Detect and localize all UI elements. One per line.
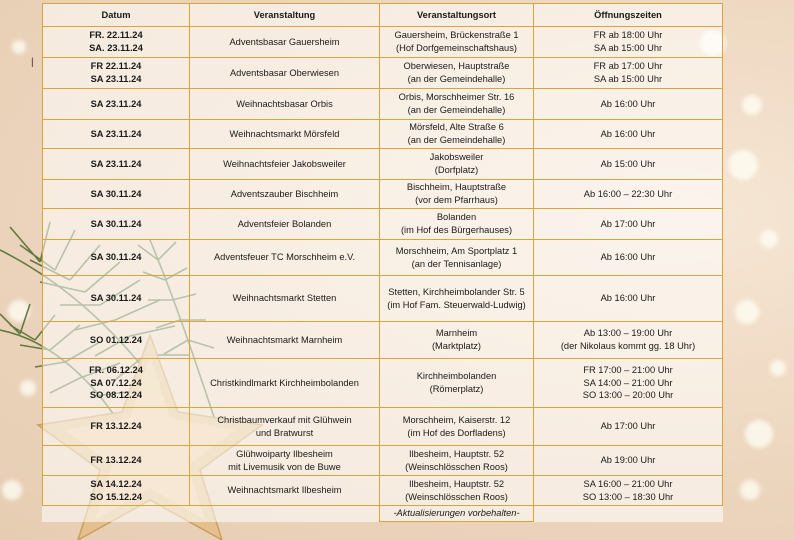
date-cell <box>43 446 190 476</box>
event-cell-line: Weihnachtsmarkt Ilbesheim <box>227 485 342 496</box>
table-row <box>43 180 723 209</box>
table-row <box>43 149 723 180</box>
table-row <box>43 359 723 408</box>
date-cell <box>43 359 190 408</box>
venue-cell-line: (Marktplatz) <box>431 341 482 351</box>
date-cell-line: SA 23.11.24 <box>90 74 142 84</box>
date-cell <box>43 89 190 120</box>
venue-cell-line: Oberwiesen, Hauptstraße <box>403 61 510 72</box>
event-cell-line: Weihnachtsmarkt Marnheim <box>226 334 343 345</box>
times-cell-line: SA ab 15:00 Uhr <box>593 43 663 53</box>
venue-cell <box>380 149 534 180</box>
venue-cell-line: (im Hof des Dorfladens) <box>407 427 506 438</box>
event-cell <box>190 408 380 446</box>
venue-cell <box>380 322 534 359</box>
date-cell <box>43 476 190 506</box>
times-cell-line: (der Nikolaus kommt gg. 18 Uhr) <box>560 341 696 351</box>
venue-cell-line: Stetten, Kirchheimbolander Str. 5 <box>388 286 525 297</box>
table-row <box>43 120 723 149</box>
date-cell <box>43 209 190 240</box>
date-cell-line: SA 30.11.24 <box>90 293 142 304</box>
times-cell-line: SA ab 15:00 Uhr <box>593 74 663 84</box>
times-cell-line: Ab 16:00 Uhr <box>600 98 656 109</box>
date-cell-line: FR. 22.11.24 <box>89 30 143 41</box>
event-cell <box>190 27 380 58</box>
times-cell-line: Ab 16:00 Uhr <box>600 128 656 139</box>
times-cell-line: Ab 17:00 Uhr <box>600 218 656 229</box>
venue-cell-line: Bischheim, Hauptstraße <box>406 182 507 193</box>
event-cell <box>190 322 380 359</box>
times-cell <box>534 27 723 58</box>
date-cell <box>43 408 190 446</box>
event-cell-line: Adventsfeuer TC Morschheim e.V. <box>213 252 356 263</box>
event-cell-line: mit Livemusik von de Buwe <box>228 461 341 472</box>
date-cell <box>43 240 190 276</box>
venue-cell <box>380 476 534 506</box>
date-cell-line: FR 22.11.24 <box>90 61 142 72</box>
event-cell <box>190 359 380 408</box>
times-cell-line: Ab 16:00 Uhr <box>600 252 656 263</box>
date-cell-line: SA 23.11.24 <box>90 128 142 139</box>
events-table <box>42 3 723 522</box>
times-cell <box>534 322 723 359</box>
venue-cell-line: Ilbesheim, Hauptstr. 52 <box>408 478 505 489</box>
table-row <box>43 322 723 359</box>
text-cursor-mark: | <box>31 57 34 68</box>
footer-row <box>43 506 723 522</box>
date-cell <box>43 180 190 209</box>
venue-cell-line: Gauersheim, Brückenstraße 1 <box>394 30 519 41</box>
venue-cell-line: (an der Gemeindehalle) <box>407 105 506 115</box>
times-cell-line: Ab 17:00 Uhr <box>600 421 656 432</box>
times-cell-line: SA 14:00 – 21:00 Uhr <box>583 377 673 388</box>
venue-cell-line: (vor dem Pfarrhaus) <box>415 195 498 205</box>
venue-cell <box>380 27 534 58</box>
venue-cell-line: (im Hof des Bürgerhauses) <box>400 225 513 235</box>
date-cell <box>43 322 190 359</box>
venue-cell-line: (Dorfplatz) <box>434 165 479 175</box>
times-cell <box>534 276 723 322</box>
times-cell-line: Ab 16:00 – 22:30 Uhr <box>583 188 673 199</box>
date-cell-line: SA 14.12.24 <box>90 478 142 489</box>
event-cell-line: Christkindlmarkt Kirchheimbolanden <box>210 377 359 388</box>
venue-cell-line: (Römerplatz) <box>429 384 484 394</box>
event-cell <box>190 58 380 89</box>
event-cell <box>190 276 380 322</box>
date-cell-line: FR 13.12.24 <box>90 455 142 466</box>
event-cell-line: und Bratwurst <box>255 427 314 438</box>
event-cell-line: Adventszauber Bischheim <box>230 188 339 199</box>
date-cell <box>43 58 190 89</box>
table-row <box>43 476 723 506</box>
header-date: Datum <box>43 4 190 27</box>
event-cell-line: Glühwoiparty Ilbesheim <box>236 448 333 459</box>
times-cell-line: FR 17:00 – 21:00 Uhr <box>583 365 673 376</box>
event-cell-line: Adventsfeier Bolanden <box>237 218 332 229</box>
event-cell <box>190 180 380 209</box>
times-cell <box>534 149 723 180</box>
date-cell-line: SO 15.12.24 <box>89 491 143 502</box>
table-row <box>43 240 723 276</box>
table-row <box>43 446 723 476</box>
venue-cell <box>380 58 534 89</box>
times-cell-line: SO 13:00 – 18:30 Uhr <box>582 491 674 502</box>
event-cell <box>190 240 380 276</box>
date-cell-line: SA. 23.11.24 <box>89 43 143 53</box>
venue-cell <box>380 276 534 322</box>
date-cell-line: FR 13.12.24 <box>90 421 142 432</box>
date-cell <box>43 120 190 149</box>
event-cell-line: Adventsbasar Gauersheim <box>229 36 340 47</box>
event-cell-line: Weihnachtsmarkt Stetten <box>232 293 337 304</box>
times-cell-line: Ab 19:00 Uhr <box>600 455 656 466</box>
venue-cell <box>380 446 534 476</box>
venue-cell-line: Morschheim, Kaiserstr. 12 <box>402 414 511 425</box>
venue-cell-line: Orbis, Morschheimer Str. 16 <box>398 92 515 103</box>
times-cell-line: SA 16:00 – 21:00 Uhr <box>583 478 673 489</box>
date-cell-line: SA 30.11.24 <box>90 218 142 229</box>
date-cell-line: SO 08.12.24 <box>89 390 143 401</box>
times-cell-line: SO 13:00 – 20:00 Uhr <box>582 390 674 401</box>
event-cell <box>190 476 380 506</box>
header-event: Veranstaltung <box>190 4 380 27</box>
venue-cell <box>380 408 534 446</box>
times-cell <box>534 359 723 408</box>
date-cell-line: SA 30.11.24 <box>90 188 142 199</box>
date-cell-line: SA 07.12.24 <box>90 377 142 388</box>
table-row <box>43 209 723 240</box>
venue-cell-line: (an der Gemeindehalle) <box>407 74 506 84</box>
venue-cell-line: Kirchheimbolanden <box>416 371 497 382</box>
event-cell <box>190 89 380 120</box>
event-cell-line: Weihnachtsmarkt Mörsfeld <box>229 128 340 139</box>
event-cell-line: Christbaumverkauf mit Glühwein <box>217 414 352 425</box>
venue-cell <box>380 89 534 120</box>
table-row <box>43 276 723 322</box>
event-cell-line: Weihnachtsfeier Jakobsweiler <box>223 158 346 169</box>
venue-cell-line: (an der Tennisanlage) <box>411 258 502 269</box>
header-opening-times: Öffnungszeiten <box>534 4 723 27</box>
venue-cell <box>380 359 534 408</box>
times-cell-line: Ab 16:00 Uhr <box>600 293 656 304</box>
times-cell-line: Ab 13:00 – 19:00 Uhr <box>583 328 673 339</box>
times-cell <box>534 446 723 476</box>
event-cell <box>190 209 380 240</box>
table-row <box>43 89 723 120</box>
event-cell <box>190 149 380 180</box>
date-cell <box>43 27 190 58</box>
date-cell <box>43 276 190 322</box>
times-cell <box>534 240 723 276</box>
venue-cell-line: Morschheim, Am Sportplatz 1 <box>395 245 518 256</box>
table-row <box>43 27 723 58</box>
times-cell <box>534 120 723 149</box>
event-cell <box>190 446 380 476</box>
times-cell <box>534 476 723 506</box>
venue-cell-line: (Weinschlösschen Roos) <box>405 491 508 502</box>
times-cell <box>534 408 723 446</box>
venue-cell-line: Marnheim <box>435 328 478 339</box>
venue-cell-line: (Hof Dorfgemeinschaftshaus) <box>396 43 517 53</box>
venue-cell <box>380 209 534 240</box>
update-note: -Aktualisierungen vorbehalten- <box>380 506 534 522</box>
table-header-row <box>43 4 723 27</box>
times-cell-line: FR ab 17:00 Uhr <box>593 61 663 72</box>
venue-cell-line: Jakobsweiler <box>429 152 484 163</box>
event-cell-line: Weihnachtsbasar Orbis <box>236 98 333 109</box>
times-cell <box>534 209 723 240</box>
times-cell <box>534 58 723 89</box>
venue-cell-line: (Weinschlösschen Roos) <box>405 461 508 472</box>
times-cell-line: FR ab 18:00 Uhr <box>593 30 663 41</box>
date-cell-line: SO 01.12.24 <box>89 334 143 345</box>
table-row <box>43 408 723 446</box>
times-cell <box>534 89 723 120</box>
header-venue: Veranstaltungsort <box>380 4 534 27</box>
venue-cell-line: Bolanden <box>436 212 477 223</box>
date-cell-line: SA 23.11.24 <box>90 98 142 109</box>
times-cell-line: Ab 15:00 Uhr <box>600 158 656 169</box>
table-row <box>43 58 723 89</box>
venue-cell <box>380 180 534 209</box>
date-cell-line: FR. 06.12.24 <box>89 365 143 376</box>
venue-cell-line: Mörsfeld, Alte Straße 6 <box>409 122 504 133</box>
date-cell-line: SA 23.11.24 <box>90 158 142 169</box>
times-cell <box>534 180 723 209</box>
venue-cell <box>380 240 534 276</box>
venue-cell-line: (an der Gemeindehalle) <box>407 135 506 145</box>
event-cell-line: Adventsbasar Oberwiesen <box>229 67 340 78</box>
venue-cell-line: Ilbesheim, Hauptstr. 52 <box>408 448 505 459</box>
venue-cell-line: (im Hof Fam. Steuerwald-Ludwig) <box>387 299 526 310</box>
event-cell <box>190 120 380 149</box>
venue-cell <box>380 120 534 149</box>
date-cell-line: SA 30.11.24 <box>90 252 142 263</box>
date-cell <box>43 149 190 180</box>
